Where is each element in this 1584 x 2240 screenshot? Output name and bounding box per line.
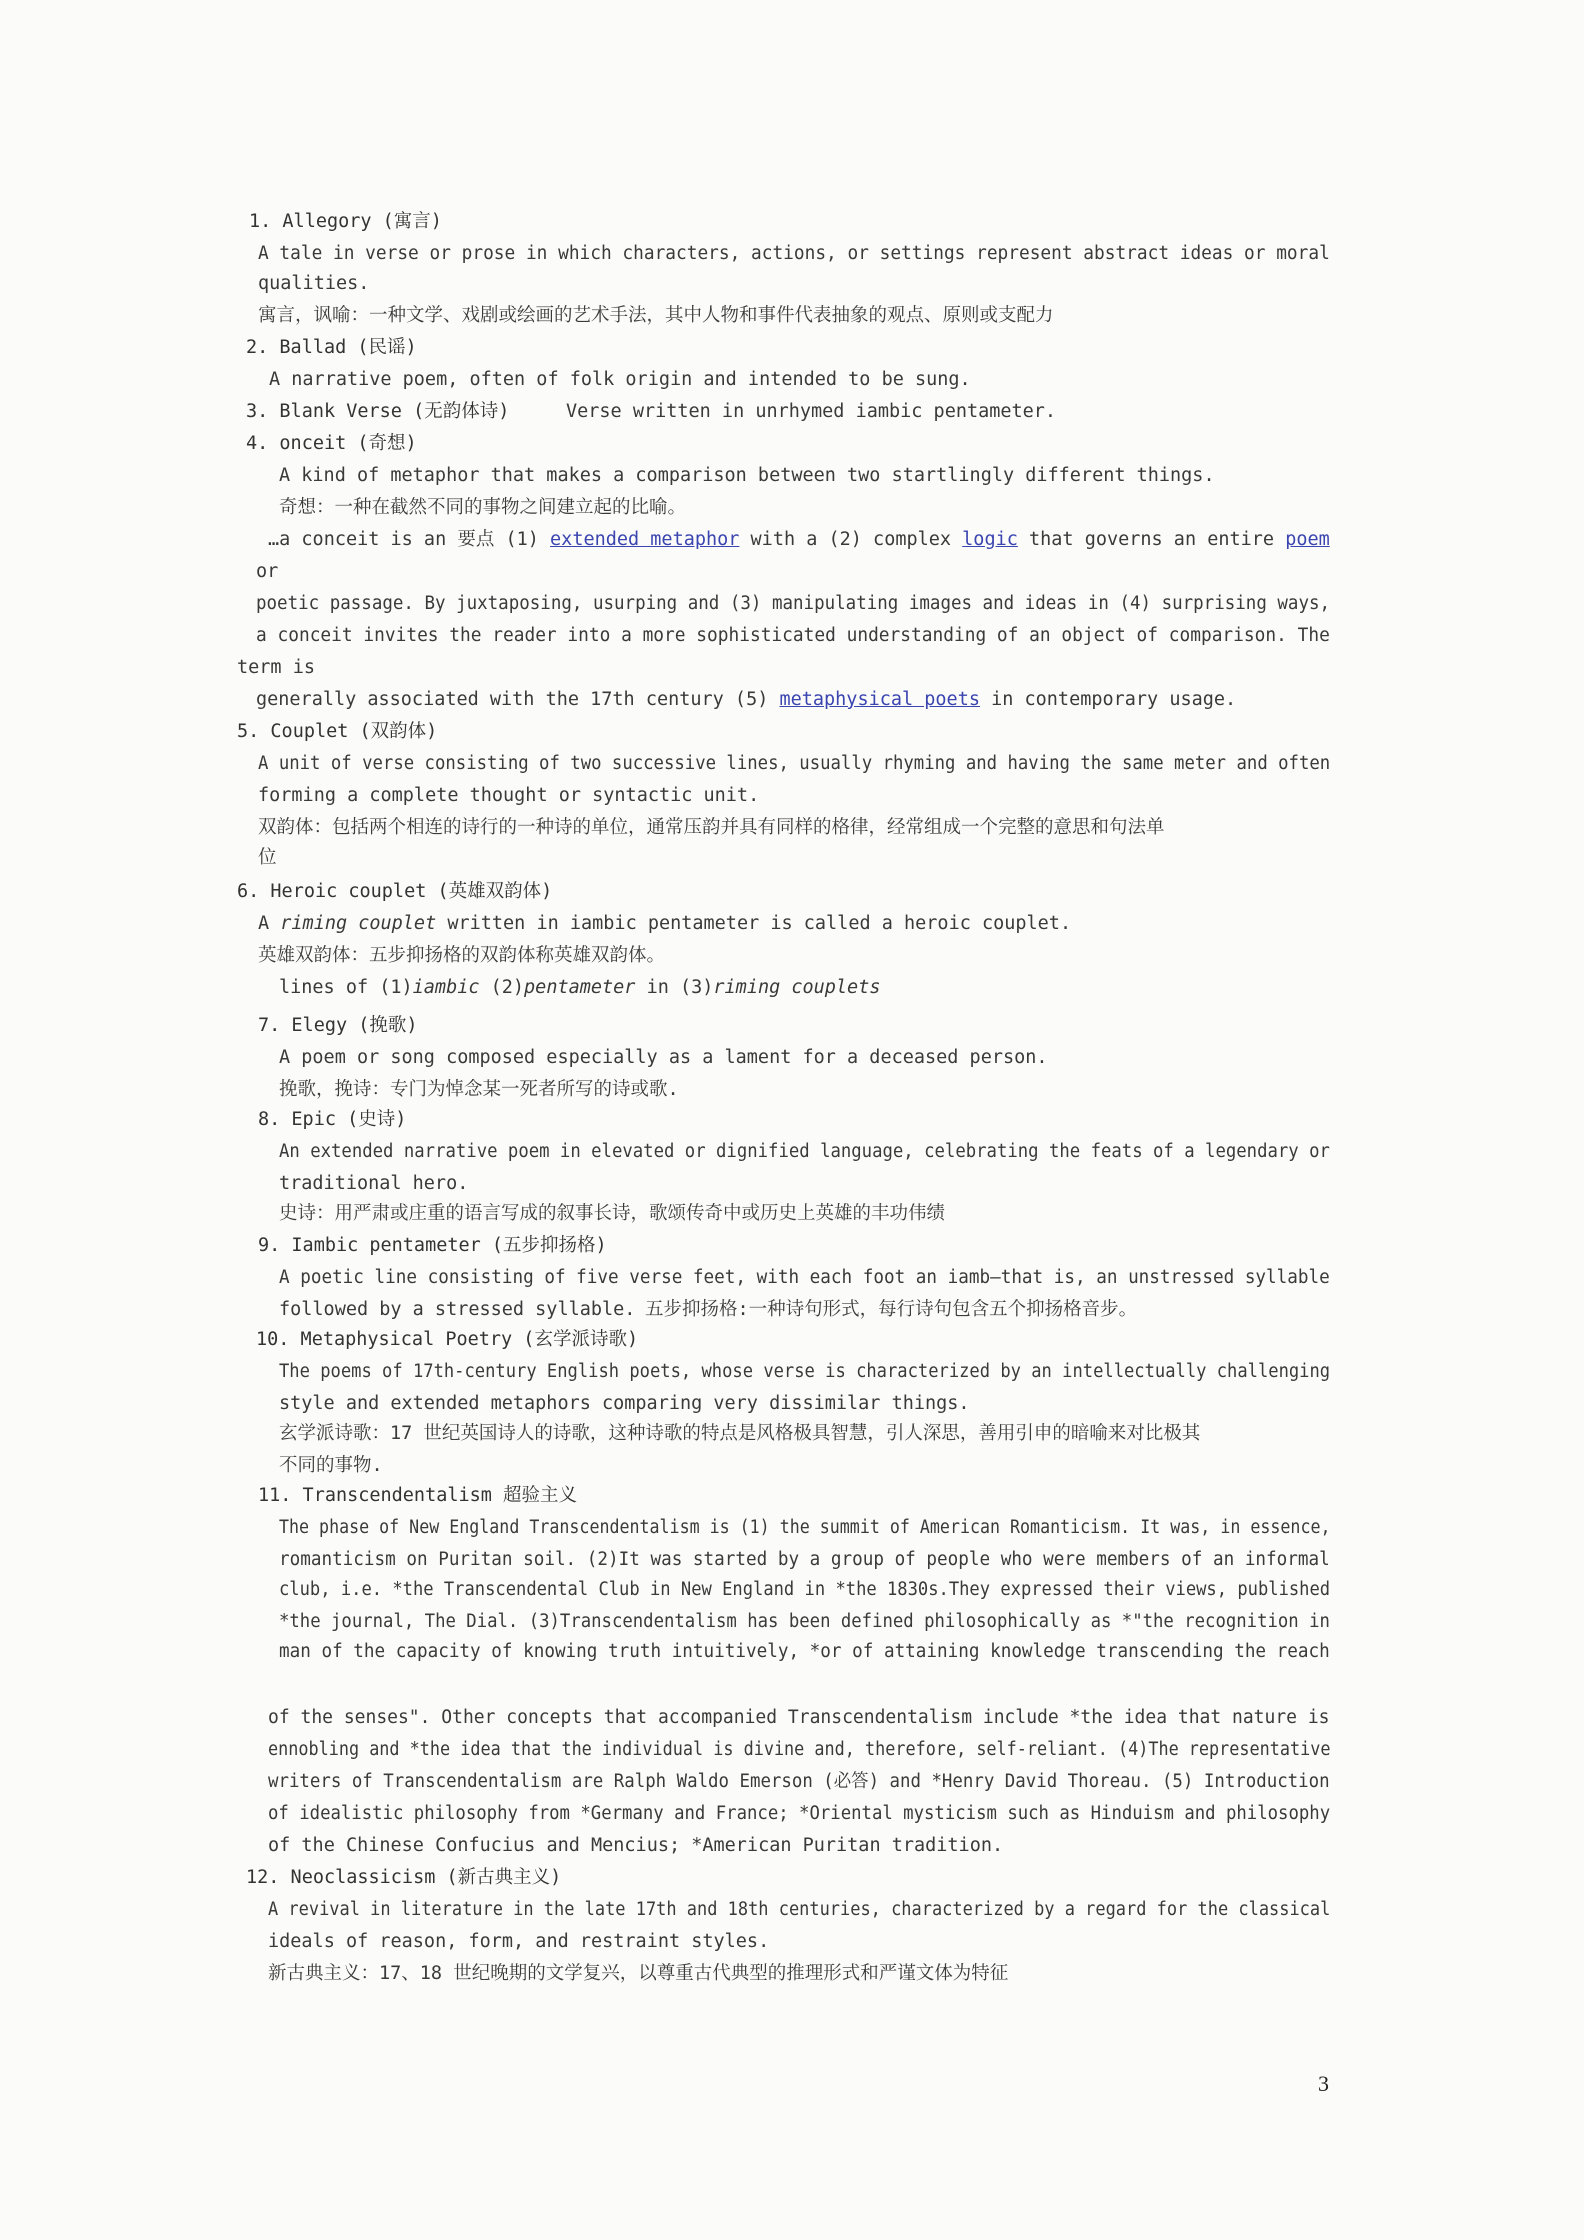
epic-chinese-definition: 史诗：用严肃或庄重的语言写成的叙事长诗，歌颂传奇中或历史上英雄的丰功伟绩 — [279, 1203, 946, 1224]
neoclassicism-definition-line: ideals of reason, form, and restraint styles. — [268, 1931, 770, 1952]
conceit-text: …a conceit is an 要点 (1) — [268, 529, 551, 550]
heroic-couplet-term: iambic — [412, 977, 480, 998]
conceit-explanation-line — [256, 687, 1236, 713]
ballad-definition: A narrative poem, often of folk origin and intended to be sung. — [269, 369, 971, 390]
transcendentalism-paragraph-line: club, i.e. *the Transcendental Club in New England in *the 1830s.They expressed their views, published — [279, 1579, 1331, 1600]
heroic-couplet-key-points — [279, 975, 880, 1001]
conceit-explanation-line: or — [256, 561, 279, 582]
heroic-couplet-term: riming couplets — [713, 977, 881, 998]
page-number: 3 — [1318, 2071, 1329, 2096]
conceit-text: in contemporary usage. — [979, 689, 1237, 710]
entry-heading-transcendentalism: 11. Transcendentalism 超验主义 — [258, 1485, 578, 1506]
entry-heading-iambic-pentameter: 9. Iambic pentameter (五步抑扬格) — [258, 1235, 607, 1256]
metaphysical-poets-link[interactable]: metaphysical poets — [779, 689, 980, 710]
transcendentalism-paragraph-line: romanticism on Puritan soil. (2)It was started by a group of people who were members of an informal — [279, 1549, 1330, 1570]
heroic-couplet-term: riming couplet — [280, 913, 437, 934]
entry-heading-ballad: 2. Ballad (民谣) — [246, 337, 417, 358]
conceit-text: generally associated with the 17th century (5) — [256, 689, 780, 710]
couplet-chinese-definition: 位 — [258, 847, 277, 868]
entry-heading-metaphysical-poetry: 10. Metaphysical Poetry (玄学派诗歌) — [256, 1329, 639, 1350]
heroic-couplet-text: in (3) — [635, 977, 714, 998]
couplet-definition-line: A unit of verse consisting of two successive lines, usually rhyming and having the same meter and often — [258, 753, 1331, 774]
metaphysical-poetry-chinese-definition: 玄学派诗歌：17 世纪英国诗人的诗歌，这种诗歌的特点是风格极具智慧，引人深思，善用引申的暗喻来对比极其 — [279, 1423, 1201, 1444]
couplet-chinese-definition: 双韵体：包括两个相连的诗行的一种诗的单位，通常压韵并具有同样的格律，经常组成一个完整的意思和句法单 — [258, 817, 1165, 838]
conceit-definition: A kind of metaphor that makes a comparison between two startlingly different things. — [279, 465, 1215, 486]
blank-verse-definition: Verse written in unrhymed iambic pentameter. — [566, 401, 1057, 422]
iambic-pentameter-definition-line: A poetic line consisting of five verse feet, with each foot an iamb—that is, an unstressed syllable — [279, 1267, 1330, 1288]
neoclassicism-definition-line: A revival in literature in the late 17th and 18th centuries, characterized by a regard for the classical — [268, 1899, 1331, 1920]
couplet-definition-line: forming a complete thought or syntactic unit. — [258, 785, 760, 806]
transcendentalism-paragraph-line: writers of Transcendentalism are Ralph Waldo Emerson (必答) and *Henry David Thoreau. (5) Introduction — [268, 1771, 1330, 1792]
epic-definition-line: An extended narrative poem in elevated or dignified language, celebrating the feats of a legendary or — [279, 1141, 1330, 1162]
entry-heading-neoclassicism: 12. Neoclassicism (新古典主义) — [246, 1867, 562, 1888]
conceit-explanation-line: a conceit invites the reader into a more sophisticated understanding of an object of comparison. The — [256, 625, 1330, 646]
entry-heading-allegory: 1. Allegory (寓言) — [249, 211, 442, 232]
conceit-text: that governs an entire — [1017, 529, 1286, 550]
entry-heading-elegy: 7. Elegy (挽歌) — [258, 1015, 418, 1036]
allegory-chinese-definition: 寓言，讽喻：一种文学、戏剧或绘画的艺术手法，其中人物和事件代表抽象的观点、原则或支配力 — [258, 305, 1054, 326]
iambic-pentameter-definition-line: followed by a stressed syllable. — [279, 1299, 636, 1320]
entry-heading-couplet: 5. Couplet (双韵体) — [237, 721, 438, 742]
allegory-definition-line: A tale in verse or prose in which characters, actions, or settings represent abstract ideas or moral — [258, 243, 1330, 264]
conceit-explanation-line: poetic passage. By juxtaposing, usurping and (3) manipulating images and ideas in (4) surprising ways, — [256, 593, 1331, 614]
extended-metaphor-link[interactable]: extended metaphor — [550, 529, 740, 550]
heroic-couplet-text: lines of (1) — [279, 977, 413, 998]
elegy-definition: A poem or song composed especially as a lament for a deceased person. — [279, 1047, 1048, 1068]
metaphysical-poetry-definition-line: The poems of 17th-century English poets, whose verse is characterized by an intellectually challenging — [279, 1361, 1331, 1382]
transcendentalism-paragraph-line: ennobling and *the idea that the individual is divine and, therefore, self-reliant. (4)The representative — [268, 1739, 1331, 1760]
transcendentalism-paragraph-line: The phase of New England Transcendentalism is (1) the summit of American Romanticism. It was, in essence, — [279, 1517, 1331, 1538]
conceit-explanation-line: term is — [237, 657, 315, 678]
heroic-couplet-chinese-definition: 英雄双韵体：五步抑扬格的双韵体称英雄双韵体。 — [258, 945, 666, 966]
neoclassicism-chinese-definition: 新古典主义：17、18 世纪晚期的文学复兴，以尊重古代典型的推理形式和严谨文体为特征 — [268, 1963, 1009, 1984]
elegy-chinese-definition: 挽歌，挽诗：专门为悼念某一死者所写的诗或歌. — [279, 1079, 679, 1100]
allegory-definition-line: qualities. — [258, 273, 370, 294]
heroic-couplet-text: A — [258, 913, 281, 934]
entry-heading-heroic-couplet: 6. Heroic couplet (英雄双韵体) — [237, 881, 553, 902]
entry-heading-blank-verse: 3. Blank Verse (无韵体诗) — [246, 401, 510, 422]
transcendentalism-paragraph-line: of the Chinese Confucius and Mencius; *American Puritan tradition. — [268, 1835, 1004, 1856]
entry-heading-epic: 8. Epic (史诗) — [258, 1109, 407, 1130]
conceit-explanation-line — [268, 527, 1330, 553]
metaphysical-poetry-chinese-definition: 不同的事物. — [279, 1455, 383, 1476]
entry-heading-conceit: 4. onceit (奇想) — [246, 433, 417, 454]
epic-definition-line: traditional hero. — [279, 1173, 469, 1194]
transcendentalism-paragraph-line: of idealistic philosophy from *Germany and France; *Oriental mysticism such as Hinduism and philosophy — [268, 1803, 1331, 1824]
logic-link[interactable]: logic — [962, 529, 1018, 550]
heroic-couplet-text: (2) — [479, 977, 525, 998]
poem-link[interactable]: poem — [1285, 529, 1330, 550]
transcendentalism-paragraph-line: *the journal, The Dial. (3)Transcendentalism has been defined philosophically as *"the recognition in — [279, 1611, 1330, 1632]
metaphysical-poetry-definition-line: style and extended metaphors comparing very dissimilar things. — [279, 1393, 970, 1414]
conceit-text: with a (2) complex — [739, 529, 963, 550]
heroic-couplet-definition — [258, 911, 1071, 937]
heroic-couplet-term: pentameter — [524, 977, 636, 998]
heroic-couplet-text: written in iambic pentameter is called a heroic couplet. — [436, 913, 1072, 934]
transcendentalism-paragraph-line: man of the capacity of knowing truth intuitively, *or of attaining knowledge transcending the reach — [279, 1641, 1330, 1662]
iambic-pentameter-chinese-definition: 五步抑扬格:一种诗句形式，每行诗句包含五个抑扬格音步。 — [645, 1299, 1138, 1320]
transcendentalism-paragraph-line: of the senses". Other concepts that accompanied Transcendentalism include *the idea that nature is — [268, 1707, 1330, 1728]
conceit-chinese-definition: 奇想：一种在截然不同的事物之间建立起的比喻。 — [279, 497, 687, 518]
